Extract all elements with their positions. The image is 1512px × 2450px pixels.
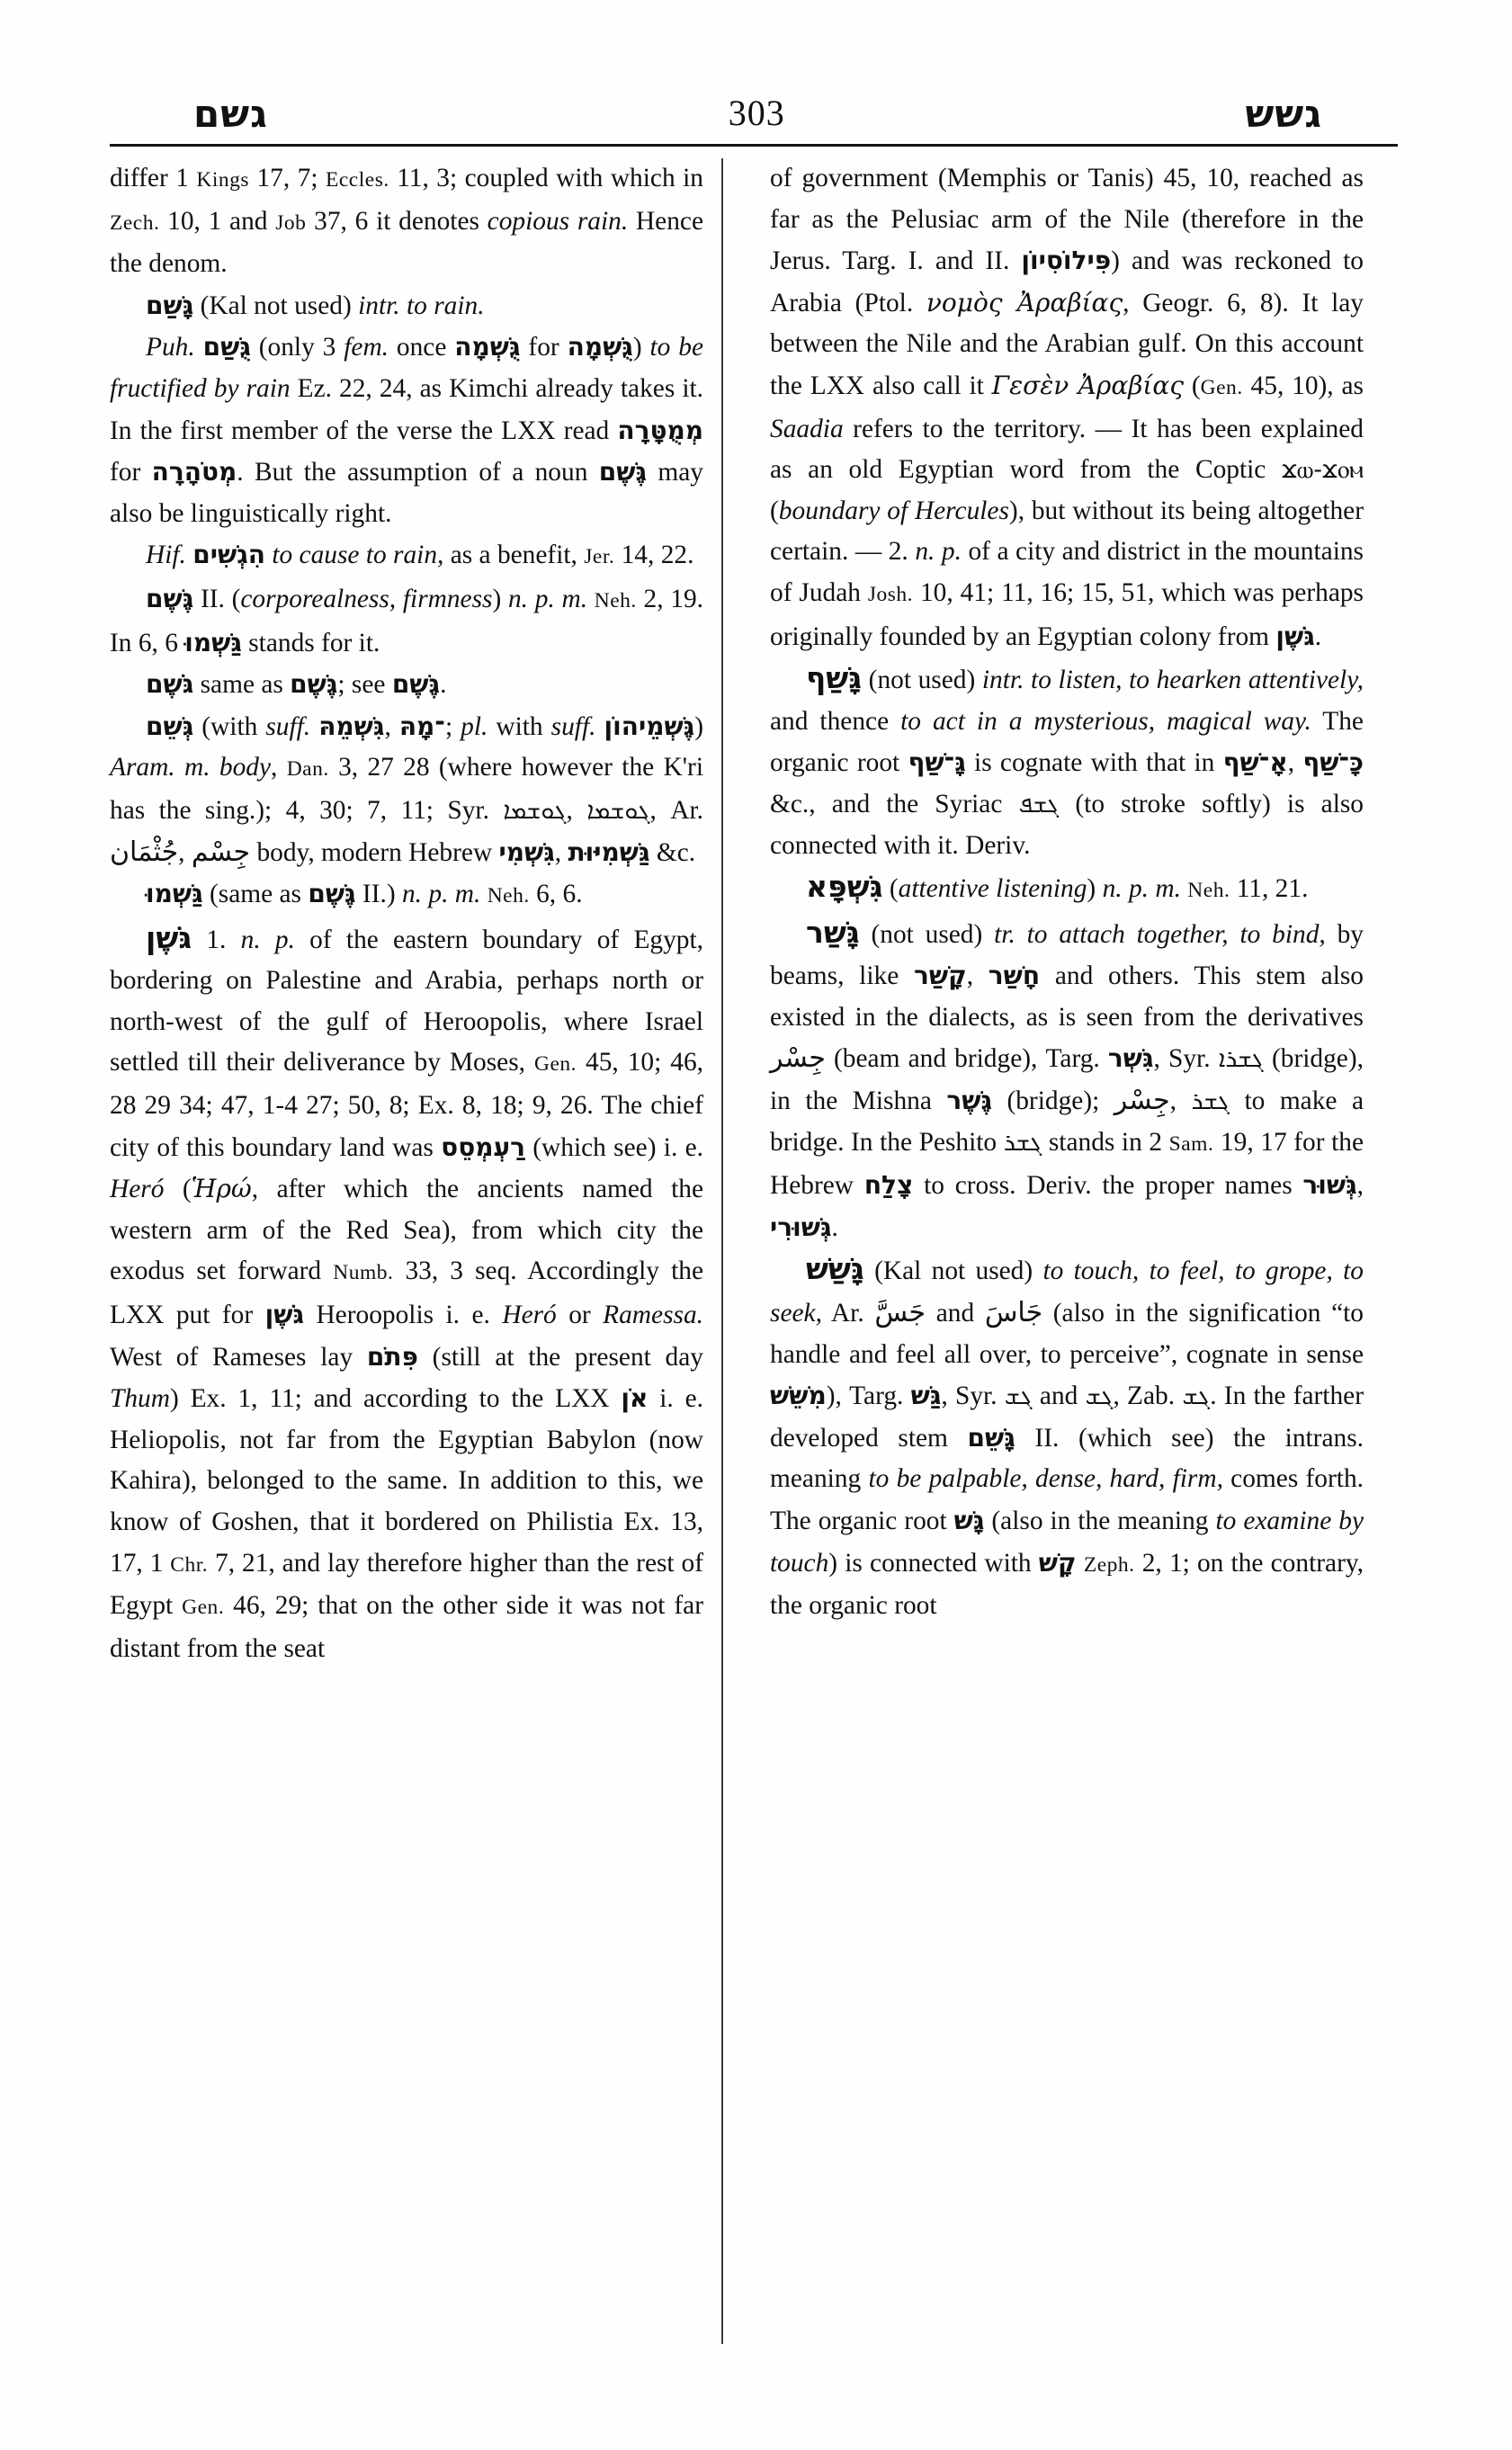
hebrew-word: אֹן <box>621 1383 649 1414</box>
hebrew-word: גֶּשֶׁר <box>946 1086 992 1116</box>
gloss-text: attentive listening <box>898 874 1087 904</box>
body-text: i. e. Heliopolis, not far from the Egyptian Babylon (now Kahira), belonged to the same. In addition to this, we know of Goshen, that it bordered on Philistia Ex. 13, 17, 1 <box>110 1384 703 1578</box>
body-text: stands for it. <box>241 628 380 657</box>
body-text: ; <box>444 711 461 741</box>
hebrew-word: מִשֵּׁשׁ <box>770 1381 827 1411</box>
entry-geshem-aram-body <box>110 706 703 873</box>
body-text: , Syr. <box>1153 1044 1219 1074</box>
body-text: , after which the ancients named the western arm of the Red Sea), from which city the exodus set forward <box>110 1175 703 1286</box>
body-text: . <box>1314 621 1322 651</box>
gloss-text: to be palpable, dense, hard, firm, <box>868 1464 1223 1494</box>
body-text: with <box>488 711 551 741</box>
hebrew-word: צָלַח <box>863 1170 914 1201</box>
syriac-word: ܓܘܫܡܐ <box>586 796 650 825</box>
body-text <box>195 333 203 362</box>
body-text <box>480 880 487 908</box>
body-text <box>1077 1549 1084 1578</box>
body-text: by beams, like <box>770 919 1364 991</box>
hebrew-word: גֹּשֶׁן <box>1275 621 1315 651</box>
greek-word: νομὸς Ἀραβίας <box>926 287 1123 317</box>
arabic-word: جِسْم <box>191 836 251 868</box>
body-text: , Syr. <box>941 1381 1005 1411</box>
scripture-reference: Gen. <box>1200 375 1243 399</box>
gloss-text: Aram. m. body <box>110 753 272 782</box>
body-text: (same as <box>202 880 309 909</box>
scripture-reference: Zech. <box>110 210 160 235</box>
body-text: , Zab. <box>1113 1381 1183 1411</box>
body-text: , <box>1287 748 1303 778</box>
hebrew-word: גַּשְׁמוּ <box>184 627 242 657</box>
coptic-word: ϫⲱ-ϫⲟⲙ <box>1282 456 1364 485</box>
gloss-text: to cause to rain, <box>272 541 444 570</box>
body-text: (to stroke softly) is also connected with it. Deriv. <box>770 789 1364 860</box>
body-text: and thence <box>770 706 901 736</box>
body-text: (not used) <box>862 666 982 695</box>
body-text: 33, 3 seq. Accordingly the LXX put for <box>110 1256 703 1330</box>
body-text: ) is connected with <box>828 1548 1039 1578</box>
body-text: (only 3 <box>250 333 344 362</box>
hebrew-word: אָ־שַׁף <box>1222 747 1288 778</box>
body-text: ; see <box>337 670 392 700</box>
body-text: (beam and bridge), Targ. <box>825 1044 1108 1074</box>
body-text: , Geogr. 6, 8). It lay between the Nile and the Arabian gulf. On this account the LXX also call it <box>770 288 1364 400</box>
hebrew-word: פִּתֹם <box>366 1341 418 1372</box>
hebrew-word: גִּשְׁמִי <box>498 836 555 867</box>
gloss-text: n. p. m. <box>507 584 588 613</box>
body-text: stands in 2 <box>1042 1127 1169 1157</box>
body-text: , <box>566 795 587 825</box>
body-text: (Kal not used) <box>193 291 359 320</box>
syriac-word: ܓܫ <box>1004 1382 1033 1411</box>
body-text: and <box>1032 1381 1086 1411</box>
body-text: 45, 10; 46, 28 29 34; 47, 1-4 27; 50, 8; Ex. 8, 18; 9, 26. The chief city of this boundary land was <box>110 1048 703 1162</box>
hebrew-word: גַּשׁ <box>910 1381 942 1411</box>
body-text: , <box>271 753 287 782</box>
gloss-text: tr. to attach together, to bind, <box>994 919 1326 949</box>
body-text: ) and was reckoned to Arabia (Ptol. <box>770 246 1364 317</box>
body-text: Heroopolis i. e. <box>303 1301 503 1330</box>
body-text: 14, 22. <box>614 541 694 570</box>
body-text: to make a bridge. In the Peshito <box>770 1086 1364 1157</box>
body-text: , <box>1169 1086 1192 1116</box>
running-head <box>193 70 1322 136</box>
entry-continuation-gesem <box>110 158 703 285</box>
body-text: ( <box>1184 371 1201 400</box>
body-text: 46, 29; that on the other side it was not far distant from the seat <box>110 1591 703 1663</box>
gloss-text: Thum <box>110 1384 170 1414</box>
body-text: , <box>966 961 989 991</box>
body-text: differ 1 <box>110 164 197 192</box>
body-text: for <box>110 458 152 487</box>
scripture-reference: Neh. <box>594 588 637 612</box>
body-text: (which see) i. e. <box>524 1132 703 1162</box>
scripture-reference: Job <box>275 210 307 235</box>
body-text: (bridge), in the Mishna <box>770 1044 1364 1116</box>
hebrew-word: גְּשׁוּרִי <box>770 1212 832 1242</box>
body-text: 2, 19. In 6, 6 <box>110 584 703 657</box>
body-text: 7, 21, and lay therefore higher than the rest of Egypt <box>110 1548 703 1621</box>
body-text: 19, 17 for the Hebrew <box>770 1127 1364 1201</box>
entry-gishpa <box>770 866 1364 912</box>
hebrew-word: פִּילוֹסִיוֹן <box>1021 246 1112 276</box>
body-text: 3, 27 28 (where however the K'ri has the sing.); 4, 30; 7, 11; Syr. <box>110 753 703 825</box>
body-text: Ez. 22, 24, as Kimchi already takes it. In the first member of the verse the LXX read <box>110 373 703 445</box>
body-text: (Kal not used) <box>863 1256 1043 1286</box>
hebrew-headword: גָּשַׁף <box>806 660 863 696</box>
gloss-text: Hif. <box>146 541 186 570</box>
body-text: (still at the present day <box>417 1342 703 1372</box>
hebrew-headword: גִּשְׁפָּא <box>806 869 883 905</box>
body-text: 10, 41; 11, 16; 15, 51, which was perhaps originally founded by an Egyptian colony from <box>770 577 1364 651</box>
gloss-text: Heró <box>110 1175 165 1204</box>
scripture-reference: Gen. <box>182 1596 225 1620</box>
body-text: as a benefit, <box>443 541 585 570</box>
syriac-word: ܓܫܦ <box>1018 790 1060 818</box>
entry-gashash <box>770 1248 1364 1626</box>
gloss-text: to act in a mysterious, magical way. <box>900 706 1311 736</box>
gloss-text: Heró <box>502 1301 557 1330</box>
greek-word: Ἡρώ <box>191 1174 252 1204</box>
hebrew-headword: גָּשַׁר <box>806 914 860 950</box>
gloss-text: n. p. m. <box>1102 874 1181 904</box>
hebrew-word: גֻּשְׁמָה <box>454 332 521 362</box>
arabic-word: جَسَّ <box>874 1297 926 1329</box>
scripture-reference: Chr. <box>170 1552 209 1577</box>
body-text: , <box>1356 1171 1364 1201</box>
entry-gashar <box>770 912 1364 1249</box>
body-text <box>587 585 595 613</box>
gloss-text: to be fructified by rain <box>110 333 703 403</box>
body-text: 37, 6 it denotes <box>306 206 488 236</box>
body-text: 11, 3; coupled with which in <box>389 164 703 192</box>
gloss-text: Saadia <box>770 414 844 443</box>
body-text: , <box>178 837 192 867</box>
body-text: 17, 7; <box>249 164 326 192</box>
body-text: II. (which see) the intrans. meaning <box>770 1423 1364 1494</box>
hebrew-word: מְמֻטָּרָה <box>617 415 703 445</box>
body-text: ), but without its being altogether certain. — 2. <box>770 496 1364 567</box>
hebrew-word: גֻּשַׁם <box>202 332 251 362</box>
gloss-text: boundary of Hercules <box>778 496 1009 525</box>
entry-gasham-hif <box>110 534 703 578</box>
gloss-text: pl. <box>461 711 488 741</box>
body-text: 11, 21. <box>1230 874 1309 904</box>
scripture-reference: Kings <box>196 168 250 192</box>
body-text: Ar. <box>821 1299 875 1328</box>
body-text: to cross. Deriv. the proper names <box>913 1171 1303 1201</box>
entry-gosham <box>110 664 703 706</box>
body-text <box>310 712 318 741</box>
body-text: and others. This stem also existed in the dialects, as is seen from the derivatives <box>770 961 1364 1032</box>
scripture-reference: Eccles. <box>326 168 389 192</box>
column-right <box>721 158 1364 2344</box>
greek-word: Γεσὲν Ἀραβίας <box>991 370 1184 400</box>
body-columns <box>110 158 1398 2344</box>
body-text: , <box>554 837 568 867</box>
hebrew-word: כָּ־שַׁף <box>1302 747 1364 778</box>
gloss-text: Ramessa. <box>603 1301 703 1330</box>
body-text: 2, 1; on the contrary, the organic root <box>770 1548 1364 1621</box>
scripture-reference: Neh. <box>1187 879 1230 903</box>
syriac-word: ܓܫ <box>1182 1382 1211 1411</box>
body-text: West of Rameses lay <box>110 1342 367 1372</box>
scripture-reference: Jer. <box>584 545 615 569</box>
arabic-word: جُثْمَان <box>110 836 179 868</box>
body-text: for <box>520 333 568 362</box>
body-text: ) <box>694 711 703 741</box>
entry-goshen-continued <box>770 158 1364 657</box>
body-text: &c. <box>649 837 696 867</box>
body-text: The organic root <box>770 706 1364 778</box>
body-text: II.) <box>355 880 402 909</box>
arabic-word: جَاسَ <box>984 1297 1043 1329</box>
hebrew-word: גֶּשֶׁם <box>308 879 356 909</box>
gloss-text: intr. to rain. <box>358 291 485 320</box>
hebrew-word: גֻּשְׁמָה <box>567 332 633 362</box>
scripture-reference: Gen. <box>533 1052 577 1077</box>
body-text: (not used) <box>859 919 995 949</box>
body-text: , <box>384 711 399 741</box>
hebrew-word: גַּשְׁמִיּוּת <box>568 836 650 867</box>
body-text: comes forth. The organic root <box>770 1464 1364 1535</box>
hebrew-word: קָשׁ <box>1038 1547 1077 1578</box>
body-text: may also be linguistically right. <box>110 458 703 528</box>
body-text: of a city and district in the mountains of Judah <box>770 537 1364 607</box>
body-text: and <box>926 1299 985 1328</box>
hebrew-word: גִּשְׁמֵהּ <box>318 711 385 741</box>
body-text: (bridge); <box>991 1086 1114 1116</box>
body-text: of government (Memphis or Tanis) 45, 10, reached as far as the Pelusiac arm of the Nile (therefore in the Jerus. Targ. I. and II. <box>770 164 1364 276</box>
body-text: is cognate with that in <box>965 748 1223 778</box>
hebrew-word: ־מָהּ <box>398 711 445 741</box>
gloss-text: Puh. <box>146 333 195 362</box>
scripture-reference: Numb. <box>333 1261 394 1285</box>
hebrew-headword: גָּשַׁשׁ <box>806 1251 864 1287</box>
body-text: ) <box>492 584 508 613</box>
body-text: of the eastern boundary of Egypt, bordering on Palestine and Arabia, perhaps north or north-west of the gulf of Heroopolis, where Israel settled till their deliverance by Moses, <box>110 925 703 1077</box>
running-head-left-hebrew: גשם <box>193 92 268 136</box>
arabic-word: جِسْر <box>1114 1085 1170 1117</box>
hebrew-word: גֹּשֶׁם <box>146 669 194 700</box>
body-text: ) <box>632 333 650 362</box>
arabic-word: جِسْر <box>770 1042 826 1075</box>
scripture-reference: Dan. <box>286 757 329 782</box>
gloss-text: fem. <box>344 333 389 362</box>
gloss-text: to examine by touch <box>770 1507 1364 1578</box>
body-text: Hence the denom. <box>110 206 703 279</box>
body-text: body, modern Hebrew <box>250 837 499 867</box>
gloss-text: n. p. <box>915 537 962 567</box>
syriac-word: ܓܘܫܡܐ <box>503 796 567 825</box>
gloss-text: copious rain. <box>487 206 629 236</box>
scripture-reference: Josh. <box>867 582 914 606</box>
hebrew-word: גָּ־שַׁף <box>908 747 966 778</box>
body-text: . But the assumption of a noun <box>237 458 599 487</box>
body-text: . In the farther developed stem <box>770 1381 1364 1453</box>
entry-gashmu <box>110 873 703 917</box>
body-text: 45, 10), as <box>1242 371 1364 400</box>
hebrew-word: גֶּשֶׁם <box>290 669 338 700</box>
gloss-text: suff. <box>265 711 311 741</box>
syriac-word: ܓܫܪ <box>1003 1128 1042 1157</box>
body-text: (with <box>193 711 266 741</box>
entry-geshem-II <box>110 578 703 664</box>
scripture-reference: Sam. <box>1168 1131 1214 1156</box>
body-text: 10, 1 and <box>159 206 276 236</box>
hebrew-word: גָּשֵׁם <box>967 1422 1015 1453</box>
syriac-word: ܓܫܪܐ <box>1218 1045 1264 1074</box>
body-text: refers to the territory. — It has been explained as an old Egyptian word from the Coptic <box>770 414 1364 485</box>
hebrew-word: גֶּשְׁמֵיהוֹן <box>604 711 695 741</box>
scripture-reference: Zeph. <box>1083 1552 1135 1577</box>
body-text: 1. <box>192 925 241 954</box>
body-text: . <box>831 1212 838 1242</box>
hebrew-word: הִגְשִׁים <box>192 540 265 570</box>
body-text: II. ( <box>193 584 241 613</box>
body-text: , Ar. <box>649 795 703 825</box>
hebrew-word: מְטֹהָרָה <box>151 457 237 487</box>
hebrew-word: גֶּשֶׁם <box>391 669 441 700</box>
syriac-word: ܓܫ <box>1085 1382 1114 1411</box>
hebrew-word: גְּשׁוּר <box>1302 1170 1357 1201</box>
body-text: or <box>556 1301 604 1330</box>
scripture-reference: Neh. <box>487 884 530 908</box>
header-rule <box>110 144 1398 147</box>
hebrew-word: גָּשׁ <box>953 1506 985 1535</box>
body-text: &c., and the Syriac <box>770 789 1019 818</box>
hebrew-word: גָּשַׁם <box>146 290 194 320</box>
gloss-text: n. p. <box>240 925 295 954</box>
entry-gashaf <box>770 657 1364 866</box>
body-text: ( <box>882 874 899 904</box>
entry-gasham-kal <box>110 285 703 327</box>
hebrew-word: גֹּשֶׁן <box>264 1300 304 1330</box>
gloss-text: n. p. m. <box>401 880 481 909</box>
hebrew-word: גְּשֵׁם <box>146 711 194 741</box>
entry-goshen <box>110 917 703 1670</box>
body-text: ) Ex. 1, 11; and according to the LXX <box>169 1384 622 1414</box>
hebrew-word: גֶּשֶׁם <box>146 583 194 613</box>
hebrew-word: גֶּשֶׁם <box>598 457 648 487</box>
body-text: same as <box>193 670 291 700</box>
gloss-text: corporealness, firmness <box>240 584 493 613</box>
hebrew-word: גִּשְׁר <box>1107 1043 1154 1074</box>
hebrew-word: קָשַׁר <box>913 961 967 991</box>
running-head-right-hebrew: גשש <box>1245 92 1322 136</box>
hebrew-word: חָשַׁר <box>988 961 1041 991</box>
syriac-word: ܓܫܪ <box>1191 1087 1230 1116</box>
body-text: once <box>389 333 455 362</box>
entry-gasham-puh <box>110 326 703 534</box>
column-left <box>110 158 721 2344</box>
hebrew-headword: גֹּשֶׁן <box>146 919 192 955</box>
body-text: . <box>440 670 447 700</box>
body-text: ) <box>1087 874 1103 904</box>
body-text: (also in the meaning <box>984 1507 1216 1535</box>
hebrew-word: גַּשְׁמוּ <box>146 879 203 909</box>
body-text: ), Targ. <box>826 1381 911 1411</box>
hebrew-word: רַעְמְסֵס <box>441 1131 525 1162</box>
body-text: (also in the signification “to handle and feel all over, to perceive”, cognate in sense <box>770 1299 1364 1369</box>
gloss-text: to touch, to feel, to grope, to seek, <box>770 1256 1364 1328</box>
body-text: ( <box>770 496 779 525</box>
gloss-text: suff. <box>550 711 596 741</box>
body-text: 6, 6. <box>529 880 583 909</box>
gloss-text: intr. to listen, to hearken attentively, <box>981 666 1364 695</box>
page-number: 303 <box>728 93 785 133</box>
body-text: ( <box>164 1175 192 1204</box>
